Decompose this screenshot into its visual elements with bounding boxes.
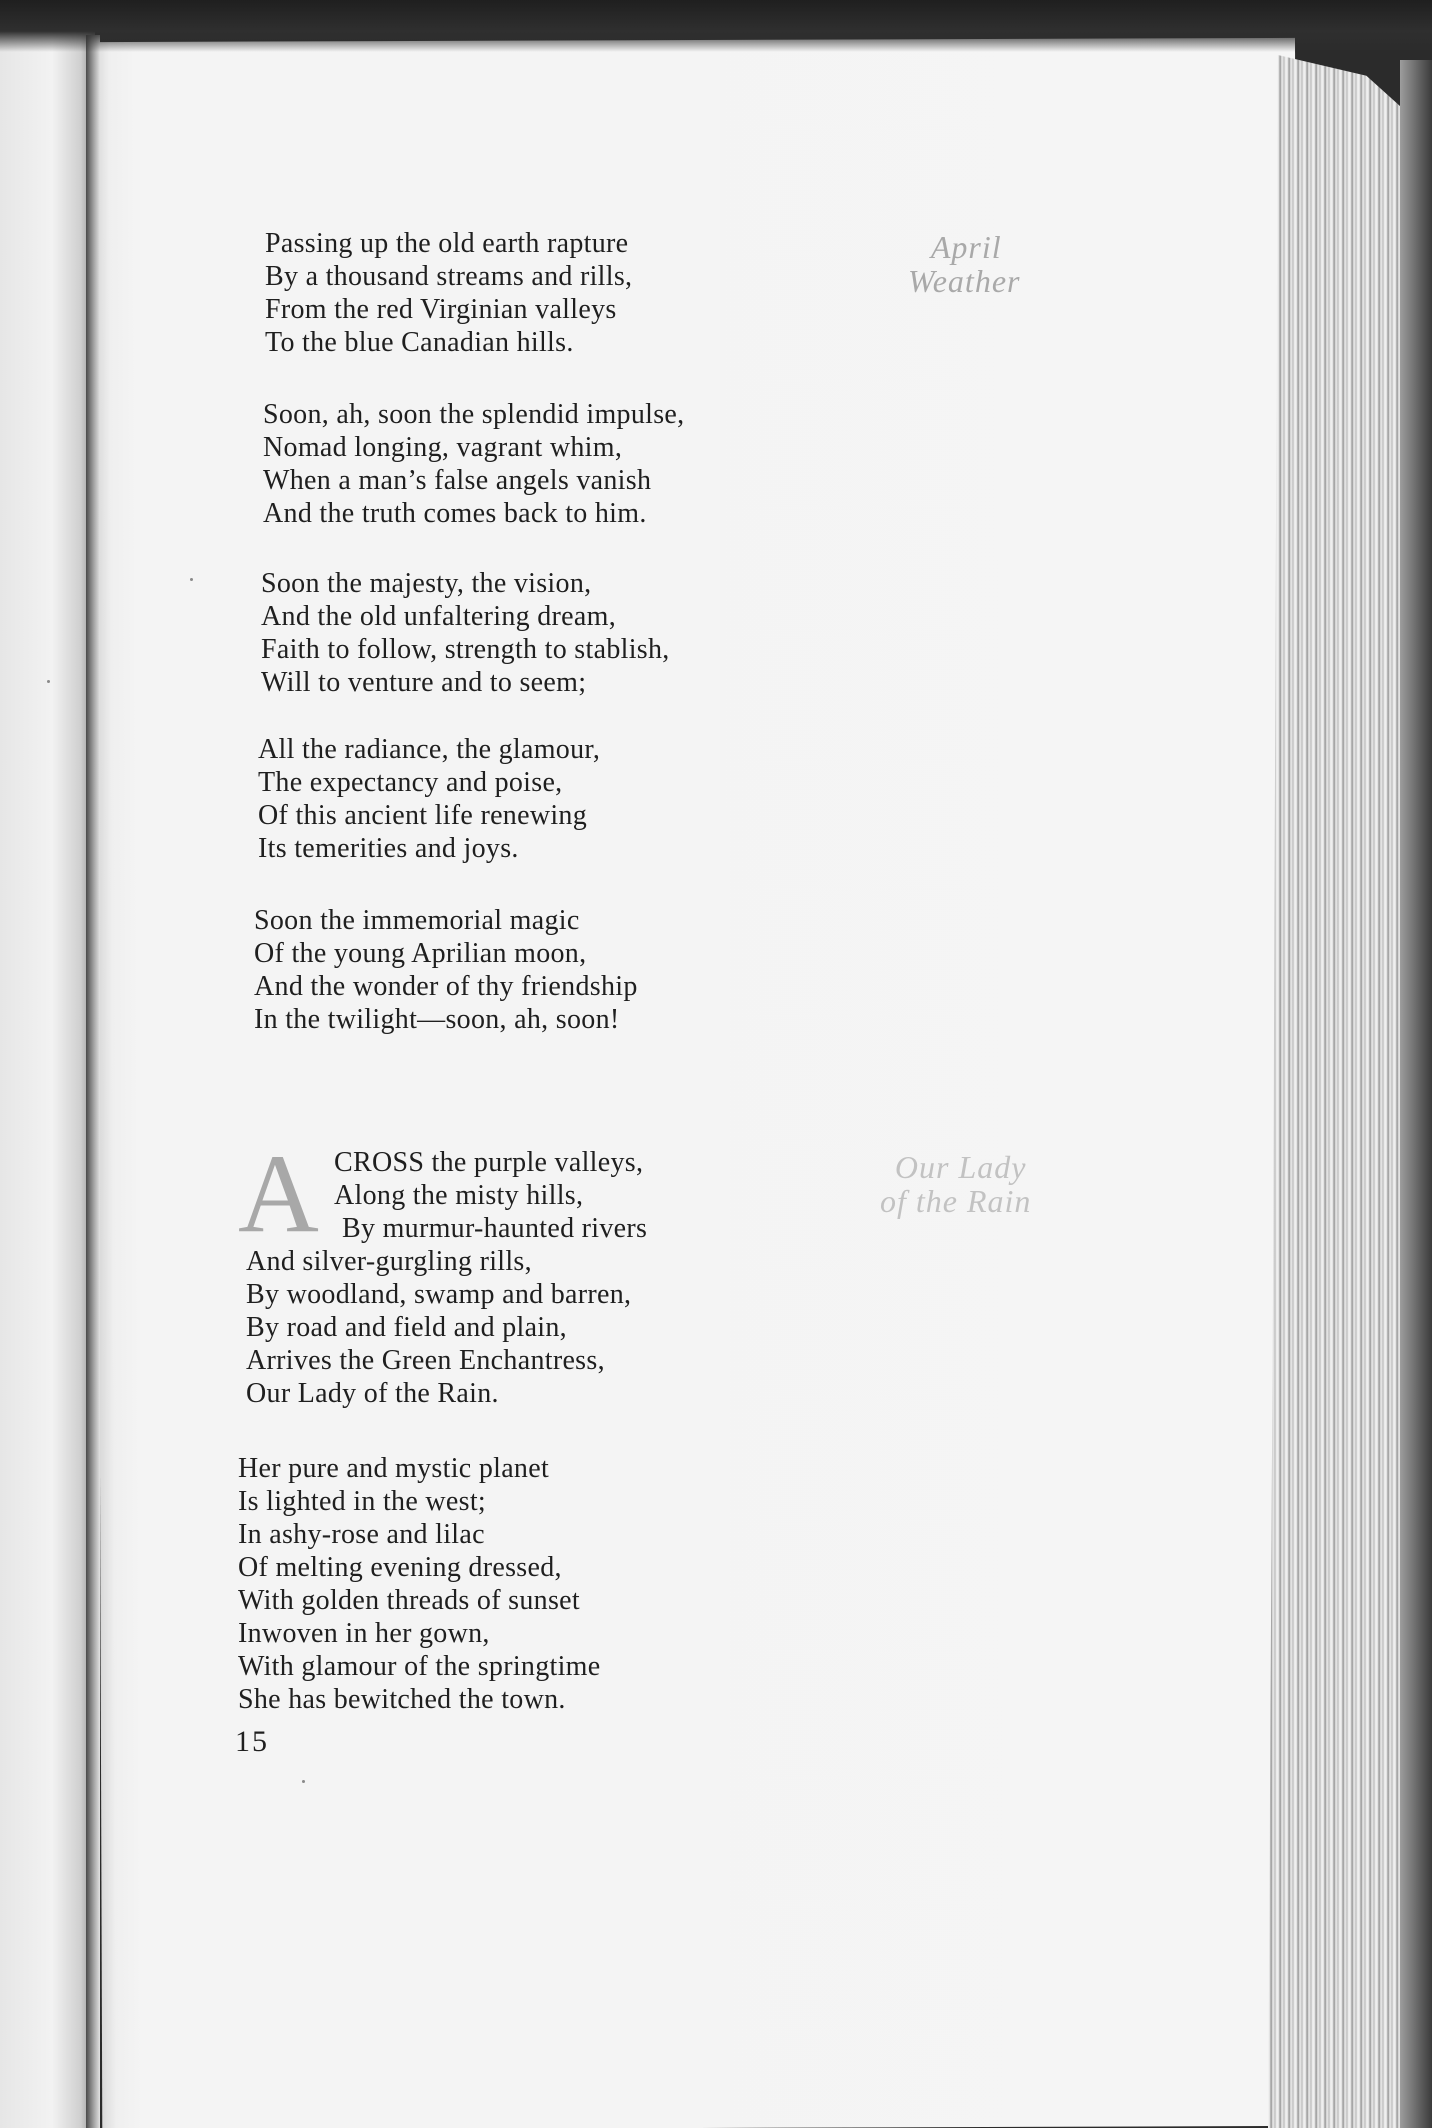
poem-line: Soon the majesty, the vision, [261, 568, 592, 599]
poem-line: Nomad longing, vagrant whim, [263, 432, 623, 463]
poem-line: Arrives the Green Enchantress, [246, 1345, 605, 1376]
paper-speck [47, 680, 50, 683]
poem-line: And the old unfaltering dream, [261, 601, 617, 632]
poem-line: Soon the immemorial magic [254, 905, 580, 936]
margin-title-our-lady [880, 1150, 1031, 1218]
stanza [261, 567, 670, 699]
poem-line: From the red Virginian valleys [265, 294, 617, 325]
stanza [265, 227, 632, 359]
poem-line: When a man’s false angels vanish [263, 465, 652, 496]
poem-line: All the radiance, the glamour, [258, 734, 601, 765]
poem-line: Her pure and mystic planet [238, 1453, 550, 1484]
previous-page-edge [0, 30, 95, 2128]
stanza [238, 1452, 600, 1716]
poem-line: And the wonder of thy friendship [254, 971, 638, 1002]
poem-line: Of this ancient life renewing [258, 800, 588, 831]
paper-speck [190, 578, 193, 581]
poem-line: She has bewitched the town. [238, 1684, 566, 1715]
page-number: 15 [235, 1725, 269, 1758]
margin-title-line: April [930, 229, 1002, 265]
stanza [238, 1132, 648, 1410]
poem-line: Of melting evening dressed, [238, 1552, 562, 1583]
stanza [258, 733, 600, 865]
poem-line: To the blue Canadian hills. [265, 327, 574, 358]
poem-line: Is lighted in the west; [238, 1486, 486, 1517]
poem-line: By a thousand streams and rills, [265, 261, 633, 292]
margin-title-line: of the Rain [880, 1183, 1032, 1219]
poem-line: Inwoven in her gown, [238, 1618, 490, 1649]
page-block-shadow [1400, 60, 1432, 2128]
stanza [254, 904, 638, 1036]
drop-cap: A [238, 1132, 320, 1256]
top-shadow [0, 0, 1432, 52]
poem-line: Along the misty hills, [334, 1180, 584, 1211]
poem-line: Of the young Aprilian moon, [254, 938, 587, 969]
paper-speck [302, 1780, 305, 1783]
stanza [263, 398, 684, 530]
poem-line: Passing up the old earth rapture [265, 228, 629, 259]
poem-line: Will to venture and to seem; [261, 667, 587, 698]
poem-line: And silver-gurgling rills, [246, 1246, 532, 1277]
poem-line: In ashy-rose and lilac [238, 1519, 485, 1550]
poem-line: Its temerities and joys. [258, 833, 519, 864]
margin-title-line: Our Lady [894, 1149, 1027, 1185]
poem-line: By murmur-haunted rivers [342, 1213, 648, 1244]
poem-line: By road and field and plain, [246, 1312, 567, 1343]
poem-line: With golden threads of sunset [238, 1585, 580, 1616]
gutter-shadow [86, 35, 100, 2128]
poem-line: Our Lady of the Rain. [246, 1378, 499, 1409]
poem-line: CROSS the purple valleys, [334, 1147, 644, 1178]
margin-title-line: Weather [908, 263, 1021, 299]
poem-line: Soon, ah, soon the splendid impulse, [263, 399, 685, 430]
margin-title-april-weather [900, 230, 1020, 298]
poem-line: The expectancy and poise, [258, 767, 563, 798]
poem-line: In the twilight—soon, ah, soon! [254, 1004, 620, 1035]
poem-line: And the truth comes back to him. [263, 498, 647, 529]
poem-line: Faith to follow, strength to stablish, [261, 634, 670, 665]
poem-line: With glamour of the springtime [238, 1651, 601, 1682]
poem-line: By woodland, swamp and barren, [246, 1279, 632, 1310]
